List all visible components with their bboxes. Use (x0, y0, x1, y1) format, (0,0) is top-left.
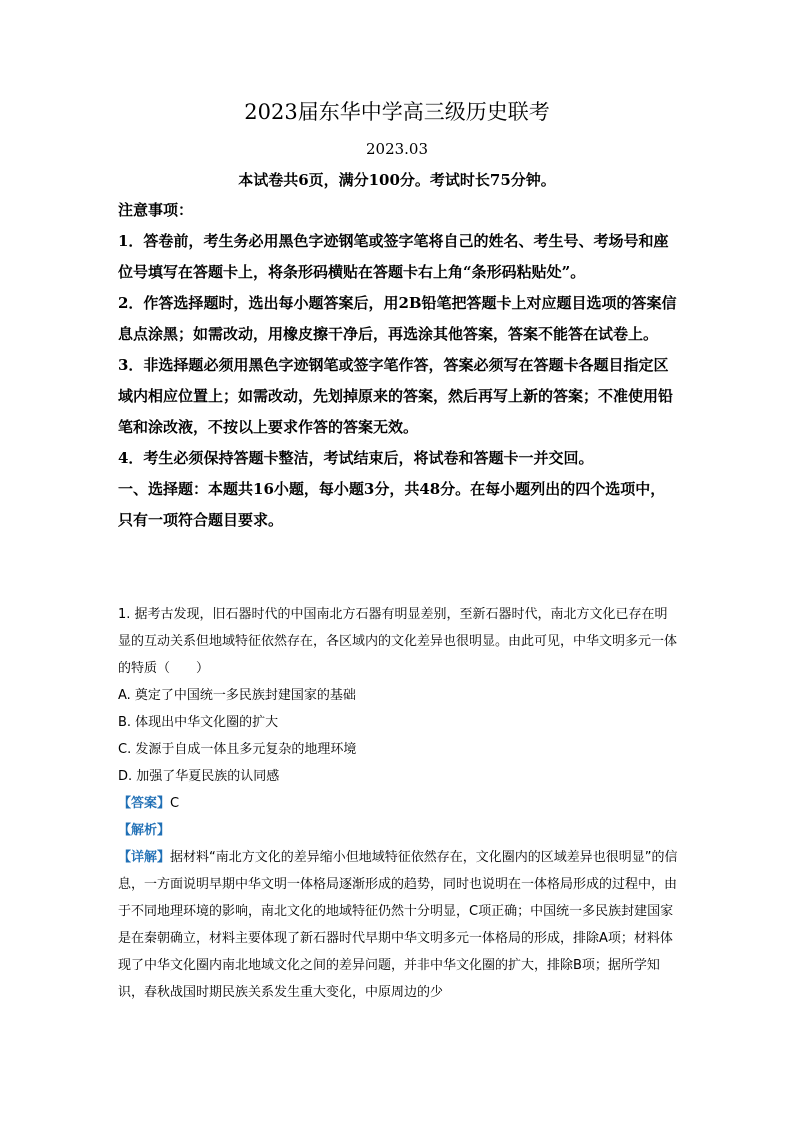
answer-value: C (170, 796, 180, 811)
question-1-stem: 1. 据考古发现，旧石器时代的中国南北方石器有明显差别，至新石器时代，南北方文化已存在明显的互动关系但地域特征依然存在，各区域内的文化差异也很明显。由此可见，中华文明多元一体的特质（ ） (118, 607, 678, 676)
detail-text: 据材料“南北方文化的差异缩小但地域特征依然存在，文化圈内的区域差异也很明显”的信息，一方面说明早期中华文明一体格局逐渐形成的趋势，同时也说明在一体格局形成的过程中，由于不同地理环境的影响，南北文化的地域特征仍然十分明显，C项正确；中国统一多民族封建国家是在秦朝确立，材料主要体现了新石器时代早期中华文明多元一体格局的形成，排除A项；材料体现了中华文化圈内南北地域文化之间的差异问题，并非中华文化圈的扩大，排除B项；据所学知识，春秋战国时期民族关系发生重大变化，中原周边的少 (118, 850, 678, 1000)
option-b: B. 体现出中华文化圈的扩大 (118, 715, 279, 730)
option-d: D. 加强了华夏民族的认同感 (118, 769, 280, 784)
detail-tag: 【详解】 (118, 850, 171, 865)
detail-paragraph (118, 844, 678, 1006)
notice-item-3: 3．非选择题必须用黑色字迹钢笔或签字笔作答，答案必须写在答题卡各题目指定区域内相应位置上；如需改动，先划掉原来的答案，然后再写上新的答案；不准使用铅笔和涂改液，不按以上要求作答的答案无效。 (118, 356, 674, 436)
option-a: A. 奠定了中国统一多民族封建国家的基础 (118, 688, 356, 703)
exam-intro: 本试卷共6页，满分100分。考试时长75分钟。 (238, 171, 556, 189)
answer-tag: 【答案】 (118, 796, 171, 811)
exam-title: 2023届东华中学高三级历史联考 (244, 100, 550, 124)
answer-line (118, 790, 678, 817)
option-c: C. 发源于自成一体且多元复杂的地理环境 (118, 742, 357, 757)
question-1 (118, 601, 678, 1006)
notice-section (118, 195, 678, 536)
notice-item-1: 1．答卷前，考生务必用黑色字迹钢笔或签字笔将自己的姓名、考生号、考场号和座位号填写在答题卡上，将条形码横贴在答题卡右上角“条形码粘贴处”。 (118, 232, 669, 281)
exam-date: 2023.03 (365, 140, 429, 158)
section-heading: 一、选择题：本题共16小题，每小题3分，共48分。在每小题列出的四个选项中，只有一项符合题目要求。 (118, 480, 666, 529)
analysis-line (118, 817, 678, 844)
notice-item-4: 4．考生必须保持答题卡整洁，考试结束后，将试卷和答题卡一并交回。 (118, 449, 594, 467)
notice-item-2: 2．作答选择题时，选出每小题答案后，用2B铅笔把答题卡上对应题目选项的答案信息点涂黑；如需改动，用橡皮擦干净后，再选涂其他答案，答案不能答在试卷上。 (118, 294, 677, 343)
analysis-tag: 【解析】 (118, 823, 171, 838)
notice-heading: 注意事项： (118, 201, 194, 219)
